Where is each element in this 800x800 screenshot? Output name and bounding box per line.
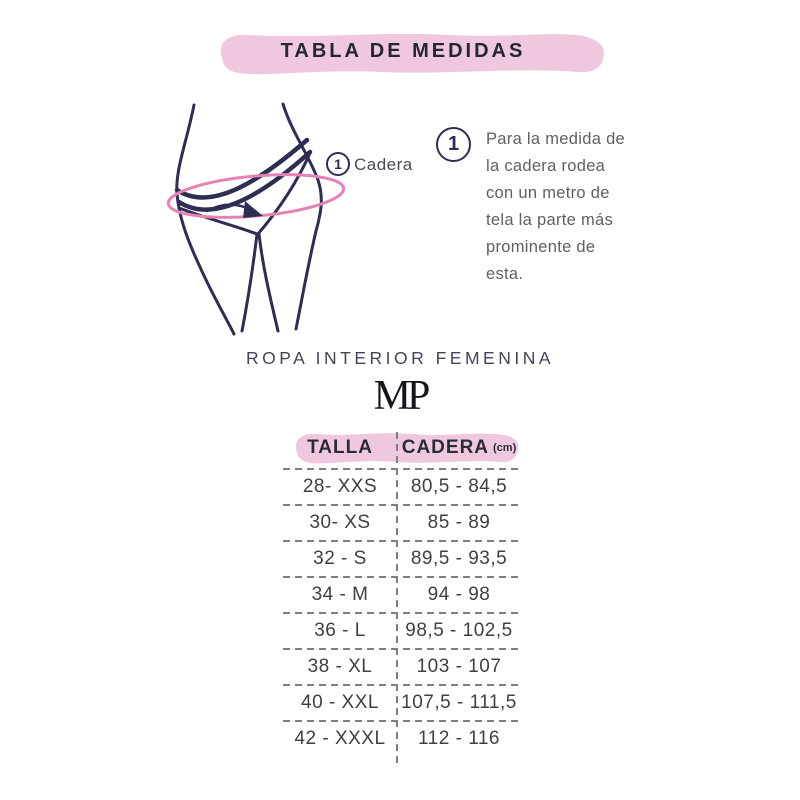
hip-marker-label: Cadera <box>354 155 413 174</box>
panty-right-edge <box>258 153 310 234</box>
cell-talla: 30- XS <box>309 512 371 533</box>
hip-marker-number: 1 <box>334 156 342 172</box>
cell-talla: 40 - XXL <box>301 692 379 713</box>
cell-talla: 34 - M <box>311 584 369 605</box>
instruction-number: 1 <box>447 133 460 155</box>
table-row <box>283 506 521 540</box>
table-header <box>283 430 521 468</box>
instruction-line: con un metro de <box>486 184 610 202</box>
column-header-unit: (cm) <box>493 442 517 454</box>
instruction-text <box>486 126 656 288</box>
hip-figure-illustration <box>150 95 435 345</box>
waistband-bottom-line <box>179 152 310 210</box>
body-right-outline <box>283 104 321 329</box>
brand-logo: MP <box>373 373 427 419</box>
table-row <box>283 650 521 684</box>
instruction-line: Para la medida de <box>486 130 626 148</box>
page-title: TABLA DE MEDIDAS <box>280 39 526 62</box>
column-header-cadera-text: CADERA <box>401 437 490 458</box>
table-row <box>283 722 521 756</box>
inner-left-leg <box>242 234 257 331</box>
table-row <box>283 578 521 612</box>
instruction-line: tela la parte más <box>486 211 614 229</box>
cell-talla: 28- XXS <box>302 476 378 497</box>
instruction-1-icon <box>436 127 471 162</box>
instruction-line: la cadera rodea <box>486 157 606 175</box>
table-row <box>283 614 521 648</box>
arrowhead-icon <box>243 201 263 218</box>
cell-talla: 42 - XXXL <box>294 728 386 749</box>
cell-cadera: 98,5 - 102,5 <box>405 620 513 641</box>
cell-cadera: 94 - 98 <box>427 584 491 605</box>
instruction-line: prominente de <box>486 238 596 256</box>
column-divider <box>396 432 398 766</box>
column-header-cadera <box>397 430 521 466</box>
title-banner <box>199 29 607 77</box>
section-subtitle: ROPA INTERIOR FEMENINA <box>245 348 555 368</box>
inner-right-leg <box>259 234 278 331</box>
instruction-line: esta. <box>486 265 524 283</box>
table-row <box>283 542 521 576</box>
cell-cadera: 107,5 - 111,5 <box>401 692 517 713</box>
hip-figure-drawing <box>150 95 435 345</box>
cell-cadera: 103 - 107 <box>416 656 502 677</box>
size-table <box>283 430 521 756</box>
body-left-outline <box>177 105 234 334</box>
cell-cadera: 89,5 - 93,5 <box>410 548 508 569</box>
cell-cadera: 80,5 - 84,5 <box>410 476 508 497</box>
column-header-talla: TALLA <box>307 437 373 458</box>
cell-talla: 38 - XL <box>307 656 373 677</box>
cell-cadera: 112 - 116 <box>418 728 500 749</box>
cell-cadera: 85 - 89 <box>427 512 491 533</box>
cell-talla: 36 - L <box>314 620 366 641</box>
table-row <box>283 470 521 504</box>
table-row <box>283 686 521 720</box>
cell-talla: 32 - S <box>313 548 367 569</box>
hip-marker-1-icon <box>326 152 350 176</box>
